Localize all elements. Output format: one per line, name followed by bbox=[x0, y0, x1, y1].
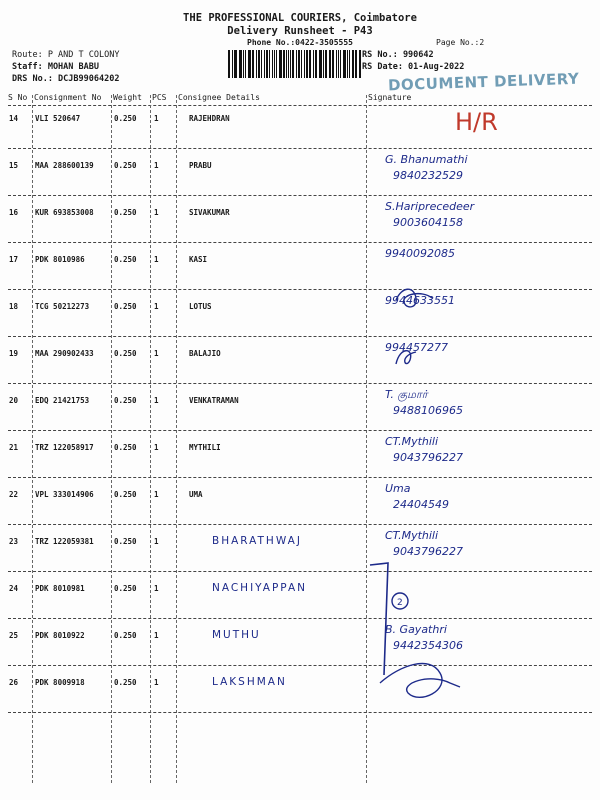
col-divider bbox=[176, 95, 177, 783]
row-sno: 22 bbox=[9, 490, 19, 499]
row-signature-text: 9940092085 bbox=[385, 247, 455, 260]
barcode-bar bbox=[266, 50, 268, 78]
runsheet-title: Delivery Runsheet - P43 bbox=[227, 25, 373, 37]
barcode-bar bbox=[264, 50, 265, 78]
row-signature-text: 9043796227 bbox=[393, 545, 463, 558]
row-pcs: 1 bbox=[154, 537, 159, 546]
drs-number: DRS No.: DCJB99064202 bbox=[12, 74, 120, 84]
row-weight: 0.250 bbox=[114, 161, 137, 170]
row-divider bbox=[8, 148, 592, 149]
row-consignment: VLI 520647 bbox=[35, 114, 81, 123]
row-signature-text: 994457277 bbox=[385, 341, 448, 354]
row-weight: 0.250 bbox=[114, 255, 137, 264]
barcode-bar bbox=[355, 50, 356, 78]
row-sno: 14 bbox=[9, 114, 19, 123]
row-weight: 0.250 bbox=[114, 631, 137, 640]
row-divider bbox=[8, 242, 592, 243]
handwritten-scribbles bbox=[360, 555, 600, 715]
row-consignee: UMA bbox=[189, 490, 203, 499]
row-divider bbox=[8, 430, 592, 431]
row-pcs: 1 bbox=[154, 678, 159, 687]
row-sno: 25 bbox=[9, 631, 19, 640]
row-sno: 24 bbox=[9, 584, 19, 593]
col-signature: Signature bbox=[368, 93, 412, 102]
row-weight: 0.250 bbox=[114, 208, 137, 217]
barcode-bar bbox=[340, 50, 342, 78]
col-consignment: Consignment No bbox=[34, 93, 102, 102]
row-sno: 15 bbox=[9, 161, 19, 170]
barcode-bar bbox=[239, 50, 242, 78]
row-consignment: EDQ 21421753 bbox=[35, 396, 90, 405]
row-signature-text: CT.Mythili bbox=[385, 529, 439, 542]
row-signature-text: 9944633551 bbox=[385, 294, 455, 307]
row-signature-text: H/R bbox=[455, 108, 498, 136]
row-signature-text: Uma bbox=[385, 482, 411, 495]
row-pcs: 1 bbox=[154, 396, 159, 405]
barcode-bar bbox=[356, 50, 357, 78]
row-weight: 0.250 bbox=[114, 114, 137, 123]
barcode-bar bbox=[258, 50, 261, 78]
col-divider bbox=[32, 95, 33, 783]
row-pcs: 1 bbox=[154, 443, 159, 452]
row-sno: 21 bbox=[9, 443, 19, 452]
row-sno: 18 bbox=[9, 302, 19, 311]
row-signature-text: 9043796227 bbox=[393, 451, 463, 464]
row-consignee: KASI bbox=[189, 255, 208, 264]
bracket-stroke bbox=[370, 563, 388, 675]
row-weight: 0.250 bbox=[114, 537, 137, 546]
row-divider bbox=[8, 336, 592, 337]
barcode-bar bbox=[349, 50, 350, 78]
row-handwritten-consignee: LAKSHMAN bbox=[212, 676, 287, 688]
row-sno: 19 bbox=[9, 349, 19, 358]
barcode-bar bbox=[269, 50, 270, 78]
row-signature-text: CT.Mythili bbox=[385, 435, 439, 448]
row-sno: 20 bbox=[9, 396, 19, 405]
row-handwritten-consignee: NACHIYAPPAN bbox=[212, 582, 307, 594]
row-divider bbox=[8, 477, 592, 478]
company-name: THE PROFESSIONAL COURIERS, Coimbatore bbox=[183, 12, 417, 24]
barcode-bar bbox=[283, 50, 285, 78]
row-handwritten-consignee: MUTHU bbox=[212, 629, 261, 641]
barcode-bar bbox=[309, 50, 311, 78]
barcode-bar bbox=[338, 50, 339, 78]
row-consignment: KUR 693853008 bbox=[35, 208, 94, 217]
row-divider bbox=[8, 524, 592, 525]
barcode-bar bbox=[325, 50, 327, 78]
barcode-bar bbox=[272, 50, 273, 78]
row-pcs: 1 bbox=[154, 161, 159, 170]
header-divider bbox=[8, 105, 592, 106]
row-consignee: LOTUS bbox=[189, 302, 212, 311]
row-consignment: TRZ 122059381 bbox=[35, 537, 94, 546]
barcode-bar bbox=[298, 50, 301, 78]
row-consignee: BALAJIO bbox=[189, 349, 221, 358]
row-pcs: 1 bbox=[154, 302, 159, 311]
row-signature-text: G. Bhanumathi bbox=[385, 153, 468, 166]
rs-date: RS Date: 01-Aug-2022 bbox=[362, 62, 465, 72]
barcode-bar bbox=[261, 50, 262, 78]
row-signature-text: B. Gayathri bbox=[385, 623, 447, 636]
row-consignee: VENKATRAMAN bbox=[189, 396, 239, 405]
row-weight: 0.250 bbox=[114, 678, 137, 687]
barcode bbox=[228, 50, 362, 78]
row-consignment: PDK 8009918 bbox=[35, 678, 85, 687]
row-signature-text: S.Hariprecedeer bbox=[385, 200, 475, 213]
barcode-bar bbox=[290, 50, 291, 78]
col-consignee: Consignee Details bbox=[178, 93, 260, 102]
row-signature-text: 24404549 bbox=[393, 498, 449, 511]
row-signature-text: 9488106965 bbox=[393, 404, 463, 417]
scribble-stroke bbox=[380, 664, 460, 698]
row-pcs: 1 bbox=[154, 114, 159, 123]
row-signature-text: 9442354306 bbox=[393, 639, 463, 652]
row-consignment: MAA 288600139 bbox=[35, 161, 94, 170]
row-weight: 0.250 bbox=[114, 584, 137, 593]
barcode-bar bbox=[336, 50, 337, 78]
barcode-bar bbox=[279, 50, 282, 78]
page-number: Page No.:2 bbox=[436, 38, 485, 47]
barcode-bar bbox=[228, 50, 230, 78]
barcode-bar bbox=[301, 50, 302, 78]
barcode-bar bbox=[352, 50, 354, 78]
row-consignment: PDK 8010981 bbox=[35, 584, 85, 593]
row-weight: 0.250 bbox=[114, 302, 137, 311]
barcode-bar bbox=[274, 50, 276, 78]
row-divider bbox=[8, 289, 592, 290]
rs-number: RS No.: 990642 bbox=[362, 50, 434, 60]
col-pcs: PCS bbox=[152, 93, 167, 102]
row-pcs: 1 bbox=[154, 349, 159, 358]
barcode-bar bbox=[245, 50, 246, 78]
row-consignment: TCG 50212273 bbox=[35, 302, 90, 311]
row-signature-text: 9840232529 bbox=[393, 169, 463, 182]
circle-mark-digit: 2 bbox=[397, 598, 403, 608]
row-pcs: 1 bbox=[154, 584, 159, 593]
barcode-bar bbox=[323, 50, 324, 78]
staff: Staff: MOHAN BABU bbox=[12, 62, 99, 72]
row-consignment: TRZ 122058917 bbox=[35, 443, 94, 452]
row-sno: 16 bbox=[9, 208, 19, 217]
barcode-bar bbox=[248, 50, 249, 78]
row-sno: 23 bbox=[9, 537, 19, 546]
row-consignment: PDK 8010986 bbox=[35, 255, 85, 264]
row-consignee: SIVAKUMAR bbox=[189, 208, 230, 217]
barcode-bar bbox=[296, 50, 297, 78]
col-divider bbox=[111, 95, 112, 783]
row-pcs: 1 bbox=[154, 208, 159, 217]
row-divider bbox=[8, 383, 592, 384]
row-weight: 0.250 bbox=[114, 443, 137, 452]
barcode-bar bbox=[286, 50, 287, 78]
row-consignee: MYTHILI bbox=[189, 443, 221, 452]
row-signature-text: T. குமார் bbox=[385, 388, 428, 401]
barcode-bar bbox=[347, 50, 348, 78]
barcode-bar bbox=[316, 50, 317, 78]
row-sno: 17 bbox=[9, 255, 19, 264]
row-pcs: 1 bbox=[154, 255, 159, 264]
row-signature-text: 9003604158 bbox=[393, 216, 463, 229]
row-weight: 0.250 bbox=[114, 396, 137, 405]
row-consignment: MAA 290902433 bbox=[35, 349, 94, 358]
barcode-bar bbox=[249, 50, 251, 78]
col-sno: S No bbox=[8, 93, 28, 102]
barcode-bar bbox=[288, 50, 289, 78]
barcode-bar bbox=[359, 50, 361, 78]
barcode-bar bbox=[304, 50, 305, 78]
signature-scribble-19 bbox=[392, 342, 422, 372]
row-handwritten-consignee: BHARATHWAJ bbox=[212, 535, 302, 547]
barcode-bar bbox=[234, 50, 235, 78]
row-divider bbox=[8, 195, 592, 196]
row-pcs: 1 bbox=[154, 490, 159, 499]
barcode-bar bbox=[306, 50, 308, 78]
row-consignment: VPL 333014906 bbox=[35, 490, 94, 499]
barcode-bar bbox=[292, 50, 294, 78]
row-sno: 26 bbox=[9, 678, 19, 687]
row-consignee: RAJEHDRAN bbox=[189, 114, 230, 123]
barcode-bar bbox=[315, 50, 316, 78]
signature-scribble-18 bbox=[392, 280, 442, 320]
barcode-bar bbox=[329, 50, 330, 78]
barcode-bar bbox=[276, 50, 277, 78]
barcode-bar bbox=[332, 50, 334, 78]
barcode-bar bbox=[243, 50, 244, 78]
row-weight: 0.250 bbox=[114, 490, 137, 499]
barcode-bar bbox=[252, 50, 254, 78]
col-divider bbox=[150, 95, 151, 783]
barcode-bar bbox=[256, 50, 257, 78]
document-delivery-stamp: DOCUMENT DELIVERY bbox=[387, 69, 580, 95]
row-consignee: PRABU bbox=[189, 161, 212, 170]
row-weight: 0.250 bbox=[114, 349, 137, 358]
barcode-bar bbox=[343, 50, 346, 78]
col-weight: Weight bbox=[113, 93, 142, 102]
route: Route: P AND T COLONY bbox=[12, 50, 120, 60]
row-consignment: PDK 8010922 bbox=[35, 631, 85, 640]
barcode-bar bbox=[313, 50, 314, 78]
phone-number: Phone No.:0422-3505555 bbox=[247, 38, 353, 47]
barcode-bar bbox=[232, 50, 233, 78]
barcode-bar bbox=[319, 50, 322, 78]
barcode-bar bbox=[330, 50, 331, 78]
row-pcs: 1 bbox=[154, 631, 159, 640]
barcode-bar bbox=[235, 50, 237, 78]
